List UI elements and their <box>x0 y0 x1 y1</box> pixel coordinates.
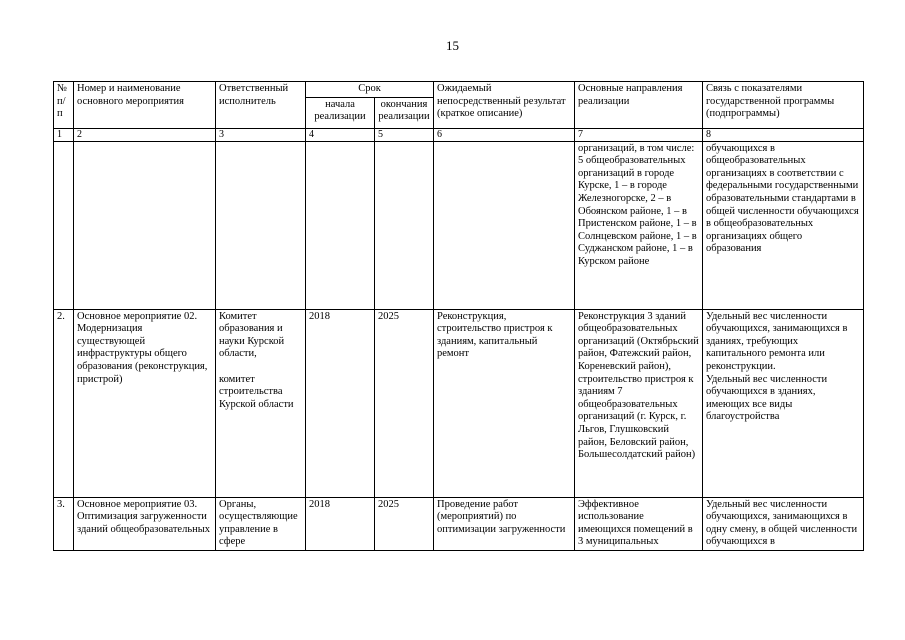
cell-num: 2. <box>54 309 74 497</box>
cell-end: 2025 <box>375 497 434 550</box>
header-num: № п/п <box>54 82 74 129</box>
header-term: Срок <box>306 82 434 98</box>
cell-name: Основное мероприятие 03. Оптимизация загруженности зданий общеобразовательных <box>74 497 216 550</box>
cell-directions: Реконструкция 3 зданий общеобразовательных организаций (Октябрьский район, Фатежский район, Кореневский район), строительство пристроя к зданиям 7 общеобразовательных организаций (г. Курск, г. Льгов, Глушковский район, Беловский район, Большесолдатский район) <box>575 309 703 497</box>
column-number: 5 <box>375 128 434 141</box>
cell-result: Реконструкция, строительство пристроя к зданиям, капитальный ремонт <box>434 309 575 497</box>
cell-start <box>306 141 375 309</box>
header-start: начала реализации <box>306 97 375 128</box>
table-row <box>54 497 864 550</box>
column-number: 2 <box>74 128 216 141</box>
column-number: 1 <box>54 128 74 141</box>
column-number: 4 <box>306 128 375 141</box>
column-number: 7 <box>575 128 703 141</box>
table-row <box>54 309 864 497</box>
header-name: Номер и наименование основного мероприятия <box>74 82 216 129</box>
header-directions: Основные направления реализации <box>575 82 703 129</box>
cell-start: 2018 <box>306 309 375 497</box>
header-link: Связь с показателями государственной программы (подпрограммы) <box>703 82 864 129</box>
cell-responsible: Органы, осуществляющие управление в сфере <box>216 497 306 550</box>
column-number: 8 <box>703 128 864 141</box>
cell-link: обучающихся в общеобразовательных организациях в соответствии с федеральными государственными образовательными стандартами в общей численности обучающихся в общеобразовательных организациях общего образования <box>703 141 864 309</box>
page-number: 15 <box>446 38 459 53</box>
cell-directions: организаций, в том числе: 5 общеобразовательных организаций в городе Курске, 1 – в городе Железногорске, 2 – в Обоянском районе, 1 – в Пристенском районе, 1 – в Солнцевском районе, 1 – в Суджанском районе, 1 – в Курском районе <box>575 141 703 309</box>
cell-end: 2025 <box>375 309 434 497</box>
cell-directions: Эффективное использование имеющихся помещений в 3 муниципальных <box>575 497 703 550</box>
cell-name <box>74 141 216 309</box>
cell-start: 2018 <box>306 497 375 550</box>
cell-result: Проведение работ (мероприятий) по оптимизации загруженности <box>434 497 575 550</box>
column-number: 6 <box>434 128 575 141</box>
header-responsible: Ответственный исполнитель <box>216 82 306 129</box>
cell-name: Основное мероприятие 02. Модернизация существующей инфраструктуры общего образования (реконструкция, пристрой) <box>74 309 216 497</box>
cell-link: Удельный вес численности обучающихся, занимающихся в зданиях, требующих капитального ремонта или реконструкции. Удельный вес численности обучающихся в зданиях, имеющих все виды благоустройства <box>703 309 864 497</box>
cell-result <box>434 141 575 309</box>
cell-responsible: Комитет образования и науки Курской области, комитет строительства Курской области <box>216 309 306 497</box>
column-number: 3 <box>216 128 306 141</box>
header-result: Ожидаемый непосредственный результат (краткое описание) <box>434 82 575 129</box>
cell-end <box>375 141 434 309</box>
program-measures-table <box>53 81 864 551</box>
cell-responsible <box>216 141 306 309</box>
cell-num <box>54 141 74 309</box>
header-end: окончания реализации <box>375 97 434 128</box>
table-row <box>54 141 864 309</box>
cell-num: 3. <box>54 497 74 550</box>
cell-link: Удельный вес численности обучающихся, занимающихся в одну смену, в общей численности обучающихся в <box>703 497 864 550</box>
